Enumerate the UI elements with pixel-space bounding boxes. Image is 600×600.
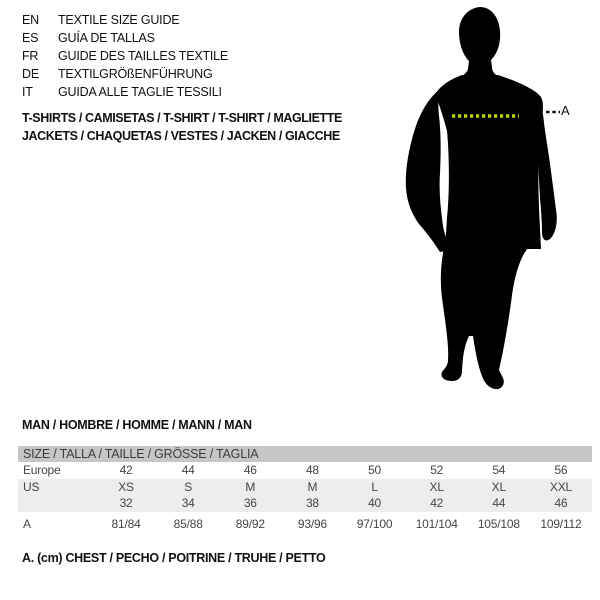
language-text: GUÍA DE TALLAS [58, 31, 155, 45]
legs-shape [441, 243, 541, 389]
table-cell: 40 [368, 496, 382, 510]
table-cell: 32 [119, 496, 133, 510]
language-text: TEXTILE SIZE GUIDE [58, 13, 180, 27]
language-row-de [22, 65, 228, 83]
table-cell: 97/100 [356, 516, 393, 531]
table-cell: 85/88 [173, 516, 203, 531]
table-row-europe [18, 462, 592, 479]
table-cell: 46 [243, 463, 257, 477]
table-cell: 44 [181, 463, 195, 477]
language-code: FR [22, 49, 39, 63]
table-cell: 48 [305, 463, 319, 477]
measurement-figure [393, 3, 583, 395]
table-cell: 93/96 [297, 516, 327, 531]
category-line-jackets: JACKETS / CHAQUETAS / VESTES / JACKEN / GIACCHE [22, 129, 340, 143]
language-text: GUIDE DES TAILLES TEXTILE [58, 49, 229, 63]
size-table-header: SIZE / TALLA / TAILLE / GRÖSSE / TAGLIA [18, 446, 592, 462]
language-code: DE [22, 67, 39, 81]
category-line-tshirts: T-SHIRTS / CAMISETAS / T-SHIRT / T-SHIRT / MAGLIETTE [22, 111, 342, 125]
table-cell: L [371, 479, 378, 494]
table-cell: M [245, 479, 256, 494]
table-cell: 105/108 [477, 516, 520, 531]
language-row-it [22, 83, 228, 101]
measurement-footnote: A. (cm) CHEST / PECHO / POITRINE / TRUHE / PETTO [22, 551, 326, 565]
man-silhouette [393, 3, 583, 395]
table-cell: 81/84 [111, 516, 141, 531]
language-text: GUIDA ALLE TAGLIE TESSILI [58, 85, 222, 99]
row-label: A [23, 516, 31, 531]
table-cell: 36 [243, 496, 257, 510]
row-label [18, 495, 95, 512]
table-cell: 54 [492, 463, 506, 477]
table-cell: XL [429, 479, 444, 494]
table-cell: 50 [368, 463, 382, 477]
table-cell: 42 [119, 463, 133, 477]
table-cell: 109/112 [540, 516, 582, 531]
language-code: EN [22, 13, 39, 27]
man-section-title: MAN / HOMBRE / HOMME / MANN / MAN [22, 418, 252, 432]
table-cell: 44 [492, 496, 506, 510]
table-cell: 89/92 [235, 516, 265, 531]
table-row-us [18, 479, 592, 496]
table-cell: M [307, 479, 318, 494]
measure-label-a: A [561, 103, 570, 118]
table-row-numeric [18, 495, 592, 512]
language-row-fr [22, 47, 228, 65]
row-label: US [23, 479, 40, 494]
row-label: Europe [23, 463, 61, 477]
table-cell: XXL [549, 479, 572, 494]
language-row-es [22, 29, 228, 47]
language-row-en [22, 11, 228, 29]
table-cell: 38 [305, 496, 319, 510]
language-code: ES [22, 31, 39, 45]
table-cell: 101/104 [415, 516, 458, 531]
language-code: IT [22, 85, 33, 99]
torso-shape [436, 75, 543, 249]
table-cell: 56 [554, 463, 568, 477]
size-table [18, 446, 592, 533]
table-row-chest-a [18, 515, 592, 533]
table-cell: 42 [430, 496, 444, 510]
language-list [22, 11, 228, 101]
table-cell: 52 [430, 463, 444, 477]
table-cell: S [184, 479, 193, 494]
head-shape [459, 7, 500, 76]
table-cell: 34 [181, 496, 195, 510]
table-cell: XL [491, 479, 506, 494]
language-text: TEXTILGRÖßENFÜHRUNG [58, 67, 213, 81]
table-cell: 46 [554, 496, 568, 510]
table-cell: XS [118, 479, 134, 494]
category-lines [22, 109, 342, 145]
